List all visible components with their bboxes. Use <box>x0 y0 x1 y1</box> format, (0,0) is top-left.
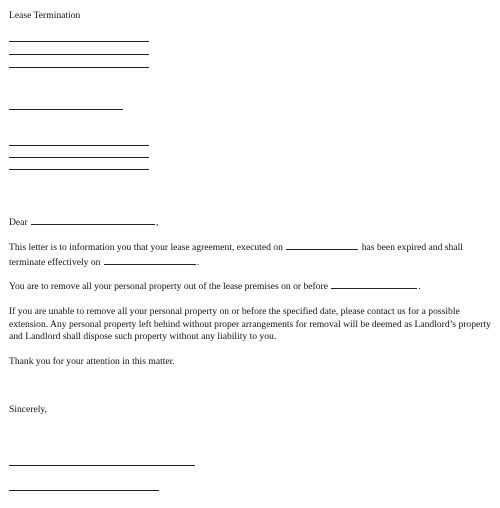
sender-address-line-1[interactable] <box>9 157 149 158</box>
paragraph-lease-expiry <box>9 240 495 269</box>
sender-address-line-2[interactable] <box>9 169 149 170</box>
closing: Sincerely, <box>9 404 48 415</box>
salutation-suffix: , <box>156 217 159 228</box>
sender-name-line[interactable] <box>9 145 149 146</box>
recipient-name-blank[interactable] <box>31 215 155 225</box>
printed-name-line[interactable] <box>9 490 159 491</box>
paragraph-extension: If you are unable to remove all your personal property on or before the specified date, please contact us for a possible extension. Any personal property left behind without proper arrangements for removal will be deemed as Landlord’s property and Landlord shall dispose such property without any liability to you. <box>9 306 491 343</box>
signature-line[interactable] <box>9 465 195 466</box>
paragraph-remove-property <box>9 279 495 294</box>
paragraph-2-text-2: . <box>418 281 421 292</box>
paragraph-2-text-1: You are to remove all your personal property out of the lease premises on or before <box>9 281 328 292</box>
recipient-address-line-1[interactable] <box>9 54 149 55</box>
paragraph-1-text-3: . <box>196 256 200 268</box>
execution-date-blank[interactable] <box>286 240 358 250</box>
salutation <box>9 215 495 230</box>
recipient-address-line-2[interactable] <box>9 67 149 68</box>
paragraph-thanks: Thank you for your attention in this matter. <box>9 356 175 367</box>
recipient-name-line[interactable] <box>9 41 149 42</box>
salutation-prefix: Dear <box>9 217 28 228</box>
date-line[interactable] <box>9 109 123 110</box>
termination-date-blank[interactable] <box>104 255 196 265</box>
removal-date-blank[interactable] <box>331 279 417 289</box>
paragraph-1-text-2: has been expired and shall terminate effectively on <box>9 242 463 268</box>
paragraph-1-text-1: This letter is to information you that your lease agreement, executed on <box>9 242 283 253</box>
document-title: Lease Termination <box>9 10 81 21</box>
